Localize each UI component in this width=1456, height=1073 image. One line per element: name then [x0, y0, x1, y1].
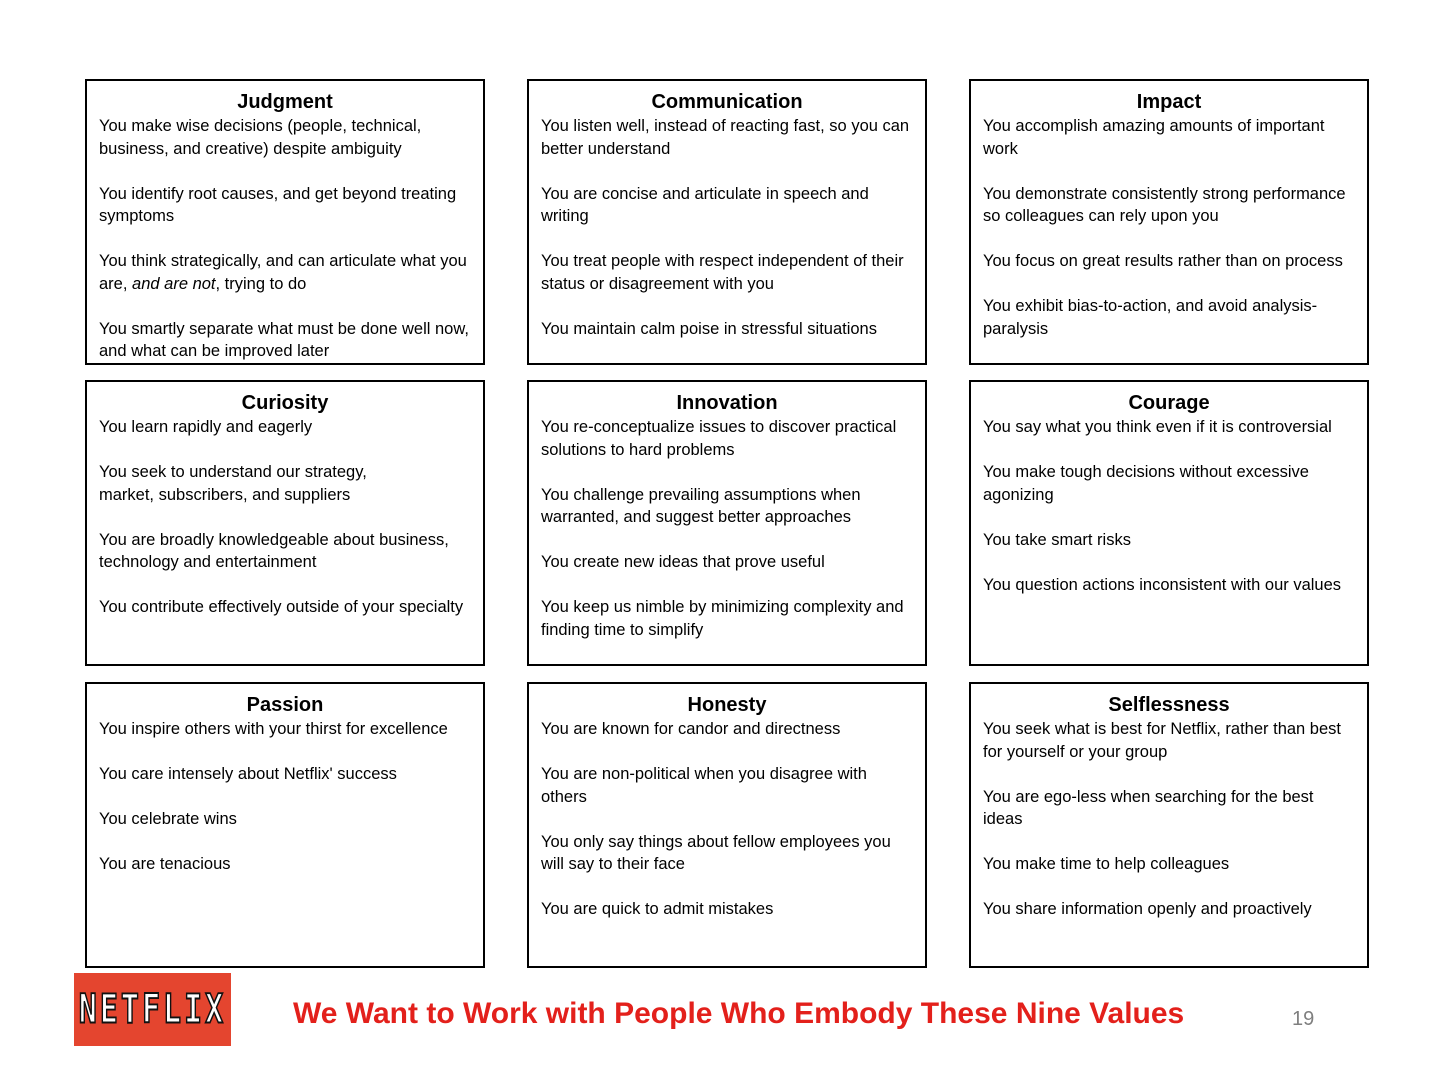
list-item: You keep us nimble by minimizing complexity and finding time to simplify — [541, 598, 904, 639]
list-item: You inspire others with your thirst for excellence — [99, 720, 448, 738]
card-item-list — [541, 115, 913, 340]
list-item: You share information openly and proactively — [983, 900, 1312, 918]
card-title: Selflessness — [1108, 694, 1230, 716]
list-item: You re-conceptualize issues to discover practical solutions to hard problems — [541, 418, 897, 459]
list-item: You listen well, instead of reacting fast, so you can better understand — [541, 117, 910, 158]
list-item: You focus on great results rather than on process — [983, 252, 1343, 270]
value-card-honesty — [527, 682, 927, 968]
value-card-curiosity — [85, 380, 485, 666]
list-item: You learn rapidly and eagerly — [99, 418, 313, 436]
list-item: You are ego-less when searching for the best ideas — [983, 787, 1314, 828]
list-item: You contribute effectively outside of your specialty — [99, 598, 464, 616]
list-item: You take smart risks — [983, 530, 1131, 549]
value-card-impact — [969, 79, 1369, 365]
list-item: You challenge prevailing assumptions when warranted, and suggest better approaches — [541, 485, 861, 526]
card-item-list — [541, 718, 913, 921]
list-item: You exhibit bias-to-action, and avoid analysis-paralysis — [983, 297, 1318, 338]
value-card-judgment — [85, 79, 485, 365]
card-item-list — [99, 115, 471, 363]
list-item: You treat people with respect independent of their status or disagreement with you — [541, 252, 904, 293]
list-item: You care intensely about Netflix' success — [99, 765, 397, 783]
card-item-list — [99, 718, 471, 876]
list-item: You only say things about fellow employees you will say to their face — [541, 832, 891, 873]
slide-title: We Want to Work with People Who Embody These Nine Values — [293, 997, 1185, 1030]
value-card-communication — [527, 79, 927, 365]
list-item: You seek what is best for Netflix, rather than best for yourself or your group — [983, 720, 1341, 761]
value-card-courage — [969, 380, 1369, 666]
list-item: You seek to understand our strategy, market, subscribers, and suppliers — [99, 463, 367, 504]
list-item: You question actions inconsistent with our values — [983, 575, 1342, 594]
card-item-list — [541, 416, 913, 641]
list-item: You make wise decisions (people, technical, business, and creative) despite ambiguity — [99, 117, 422, 158]
card-item-list — [983, 718, 1355, 921]
logo-text: NETFLIX — [78, 985, 227, 1034]
page-number: 19 — [1292, 1008, 1315, 1030]
netflix-logo — [74, 973, 231, 1046]
list-item: You are non-political when you disagree with others — [541, 765, 867, 806]
card-title: Honesty — [687, 694, 767, 716]
card-title: Judgment — [237, 91, 333, 113]
list-item: You smartly separate what must be done well now, and what can be improved later — [99, 319, 469, 360]
list-item: You demonstrate consistently strong performance so colleagues can rely upon you — [983, 184, 1346, 225]
card-title: Curiosity — [241, 392, 329, 414]
list-item: You make time to help colleagues — [983, 855, 1230, 873]
list-item: You accomplish amazing amounts of important work — [983, 117, 1325, 158]
card-title: Innovation — [676, 392, 778, 414]
value-card-innovation — [527, 380, 927, 666]
list-item: You create new ideas that prove useful — [541, 553, 825, 571]
list-item: You identify root causes, and get beyond treating symptoms — [99, 184, 457, 225]
list-item: You are concise and articulate in speech and writing — [541, 184, 869, 225]
list-item: You make tough decisions without excessive agonizing — [983, 463, 1309, 504]
list-item: You celebrate wins — [99, 810, 237, 828]
list-item: You maintain calm poise in stressful situations — [541, 319, 877, 338]
list-item: You think strategically, and can articulate what you are, and are not, trying to do — [99, 252, 467, 293]
card-item-list — [983, 115, 1355, 340]
card-item-list — [983, 416, 1355, 596]
list-item: You say what you think even if it is controversial — [983, 418, 1332, 436]
card-title: Impact — [1136, 91, 1202, 113]
card-title: Passion — [246, 694, 324, 716]
card-title: Courage — [1128, 392, 1210, 414]
value-card-passion — [85, 682, 485, 968]
value-card-selflessness — [969, 682, 1369, 968]
list-item: You are tenacious — [99, 855, 231, 873]
list-item: You are known for candor and directness — [541, 720, 841, 738]
card-item-list — [99, 416, 471, 619]
list-item: You are quick to admit mistakes — [541, 900, 774, 918]
card-title: Communication — [651, 91, 803, 113]
list-item: You are broadly knowledgeable about business, technology and entertainment — [99, 530, 449, 571]
